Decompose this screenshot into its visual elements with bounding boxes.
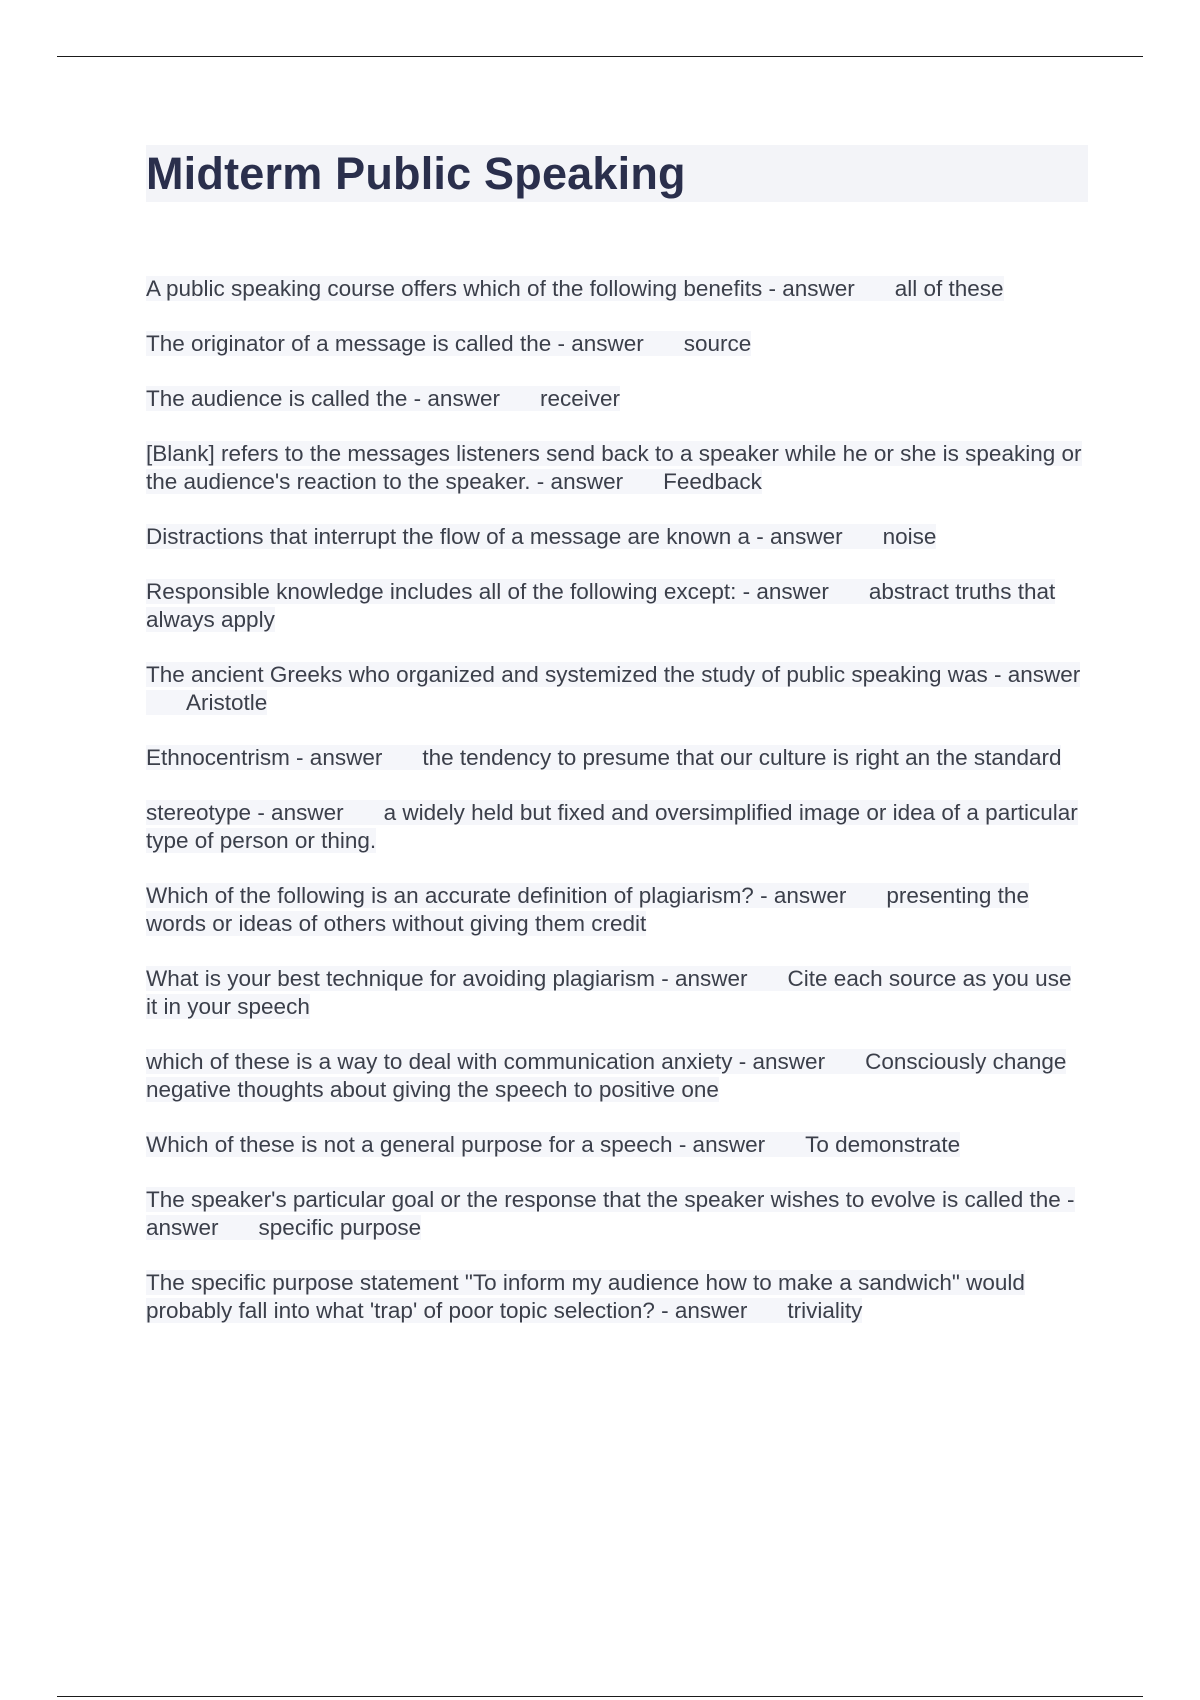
question-text: stereotype - answer: [146, 800, 344, 825]
qa-item: [146, 275, 1088, 303]
question-text: The specific purpose statement "To inform my audience how to make a sandwich" would probably fall into what 'trap' of poor topic selection? - answer: [146, 1270, 1025, 1323]
question-text: Which of the following is an accurate definition of plagiarism? - answer: [146, 883, 847, 908]
question-text: Which of these is not a general purpose for a speech - answer: [146, 1132, 766, 1157]
qa-item: [146, 330, 1088, 358]
qa-item: [146, 965, 1088, 1021]
qa-item: [146, 1048, 1088, 1104]
question-text: The ancient Greeks who organized and systemized the study of public speaking was - answer: [146, 662, 1081, 687]
question-text: Distractions that interrupt the flow of a message are known a - answer: [146, 524, 843, 549]
qa-item: [146, 882, 1088, 938]
qa-list: [146, 275, 1088, 1325]
answer-text: Feedback: [663, 469, 762, 494]
title-block: [146, 145, 1088, 202]
answer-text: source: [683, 331, 752, 356]
bottom-rule: [57, 1696, 1143, 1697]
document-body: [146, 145, 1088, 1352]
answer-text: Aristotle: [186, 690, 268, 715]
answer-text: specific purpose: [258, 1215, 422, 1240]
qa-item: [146, 578, 1088, 634]
answer-text: Cite each source as you use it in your speech: [146, 966, 1072, 1019]
answer-text: receiver: [539, 386, 620, 411]
qa-item: [146, 661, 1088, 717]
question-text: Responsible knowledge includes all of the following except: - answer: [146, 579, 829, 604]
qa-item: [146, 440, 1088, 496]
answer-text: presenting the words or ideas of others without giving them credit: [146, 883, 1029, 936]
question-text: What is your best technique for avoiding plagiarism - answer: [146, 966, 748, 991]
answer-text: Consciously change negative thoughts about giving the speech to positive one: [146, 1049, 1067, 1102]
qa-item: [146, 744, 1088, 772]
question-text: which of these is a way to deal with communication anxiety - answer: [146, 1049, 826, 1074]
answer-text: a widely held but fixed and oversimplified image or idea of a particular type of person or thing.: [146, 800, 1078, 853]
question-text: The speaker's particular goal or the response that the speaker wishes to evolve is called the - answer: [146, 1187, 1075, 1240]
answer-text: abstract truths that always apply: [146, 579, 1056, 632]
page-title: Midterm Public Speaking: [146, 147, 686, 199]
qa-item: [146, 799, 1088, 855]
answer-text: triviality: [787, 1298, 863, 1323]
qa-item: [146, 385, 1088, 413]
question-text: The audience is called the - answer: [146, 386, 500, 411]
answer-text: all of these: [894, 276, 1004, 301]
top-rule: [57, 56, 1143, 57]
question-text: [Blank] refers to the messages listeners send back to a speaker while he or she is speaking or the audience's reaction to the speaker. - answer: [146, 441, 1082, 494]
answer-text: the tendency to presume that our culture is right an the standard: [422, 745, 1062, 770]
question-text: A public speaking course offers which of the following benefits - answer: [146, 276, 855, 301]
qa-item: [146, 1269, 1088, 1325]
qa-item: [146, 1186, 1088, 1242]
answer-text: noise: [882, 524, 937, 549]
qa-item: [146, 523, 1088, 551]
question-text: The originator of a message is called the - answer: [146, 331, 644, 356]
answer-text: To demonstrate: [805, 1132, 961, 1157]
qa-item: [146, 1131, 1088, 1159]
question-text: Ethnocentrism - answer: [146, 745, 383, 770]
